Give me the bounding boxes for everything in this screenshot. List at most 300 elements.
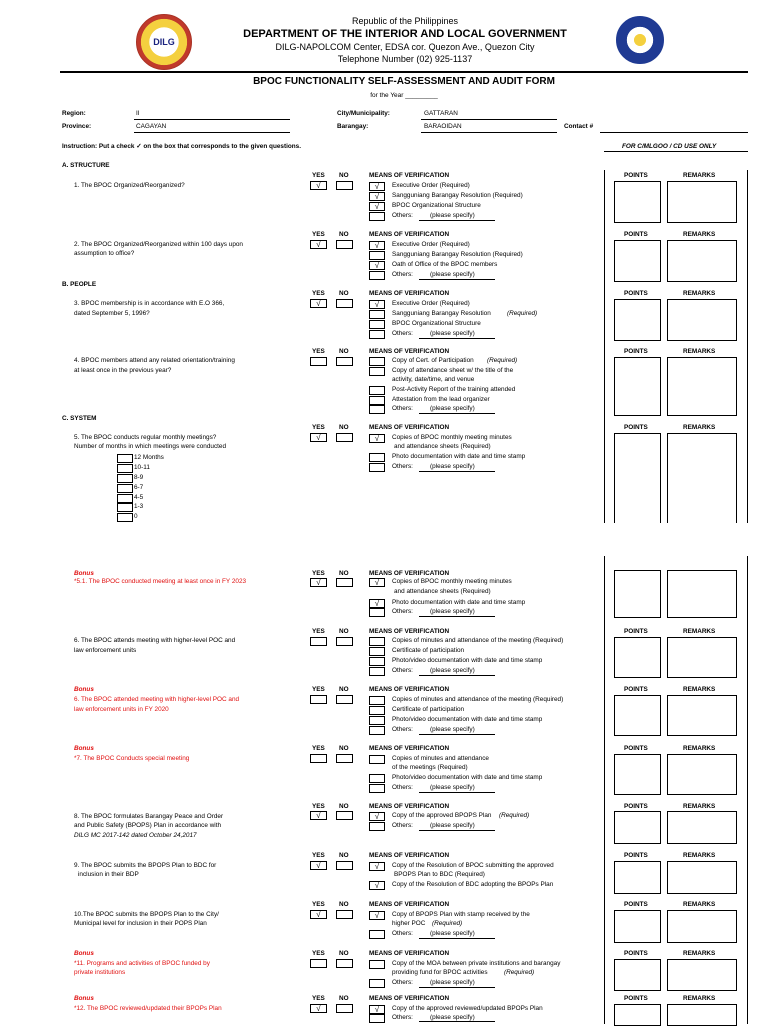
city-underline	[421, 119, 557, 120]
mov-others-value[interactable]: (please specify)	[430, 979, 475, 986]
question-9-cont: inclusion in their BDP	[78, 871, 139, 878]
no-checkbox[interactable]	[336, 357, 353, 366]
mov-others-value[interactable]: (please specify)	[430, 726, 475, 733]
mov-checkbox[interactable]	[369, 637, 385, 646]
mov-checkbox[interactable]: √	[369, 1005, 385, 1014]
mov-item: Copy of BPOPS Plan with stamp received by the	[392, 911, 530, 918]
mov-checkbox[interactable]	[369, 463, 385, 472]
remarks-box[interactable]	[667, 754, 737, 795]
table-border	[604, 170, 605, 523]
points-box[interactable]	[614, 910, 661, 943]
mov-checkbox[interactable]	[369, 960, 385, 969]
mov-checkbox[interactable]	[369, 367, 385, 376]
month-option: 10-11	[134, 464, 150, 471]
contact-label: Contact #	[564, 123, 594, 130]
table-border	[747, 556, 748, 1024]
no-checkbox[interactable]	[336, 754, 353, 763]
mov-item-cont: of the meetings (Required)	[392, 764, 468, 771]
question-8: 8. The BPOC formulates Barangay Peace and Order	[74, 813, 224, 820]
remarks-header: REMARKS	[683, 348, 716, 355]
mov-checkbox[interactable]	[369, 310, 385, 319]
yes-checkbox[interactable]: √	[310, 299, 327, 308]
yes-header: YES	[312, 686, 325, 693]
others-underline	[419, 675, 495, 676]
points-header: POINTS	[624, 803, 648, 810]
mov-checkbox[interactable]	[369, 706, 385, 715]
remarks-header: REMARKS	[683, 424, 716, 431]
mov-others-label: Others:	[392, 784, 413, 791]
question-3: 3. BPOC membership is in accordance with E.O 366,	[74, 300, 225, 307]
mov-others-value[interactable]: (please specify)	[430, 784, 475, 791]
mov-checkbox[interactable]	[369, 251, 385, 260]
mov-checkbox[interactable]: √	[369, 202, 385, 211]
mov-header: MEANS OF VERIFICATION	[369, 745, 450, 752]
no-checkbox[interactable]	[336, 1004, 353, 1013]
yes-header: YES	[312, 628, 325, 635]
month-checkbox[interactable]	[117, 503, 133, 512]
mov-item: Photo/video documentation with date and time stamp	[392, 716, 543, 723]
yes-checkbox[interactable]: √	[310, 861, 327, 870]
others-underline	[419, 338, 495, 339]
remarks-header: REMARKS	[683, 803, 716, 810]
barangay-value[interactable]: BARAOIDAN	[424, 123, 462, 130]
mov-item: Copy of the Resolution of BPOC submitting the approved	[392, 862, 554, 869]
mov-others-label: Others:	[392, 608, 413, 615]
others-underline	[419, 792, 495, 793]
no-checkbox[interactable]	[336, 433, 353, 442]
remarks-header: REMARKS	[683, 950, 716, 957]
mov-checkbox[interactable]	[369, 647, 385, 656]
mov-others-label: Others:	[392, 463, 413, 470]
mov-checkbox[interactable]	[369, 774, 385, 783]
question-6-cont: law enforcement units	[74, 647, 137, 654]
region-underline	[134, 119, 290, 120]
mov-item: Photo documentation with date and time stamp	[392, 599, 526, 606]
mov-checkbox[interactable]	[369, 822, 385, 831]
yes-checkbox[interactable]: √	[310, 1004, 327, 1013]
others-underline	[419, 220, 495, 221]
mov-others-value[interactable]: (please specify)	[430, 930, 475, 937]
points-box[interactable]	[614, 570, 661, 618]
question-2: 2. The BPOC Organized/Reorganized within 100 days upon	[74, 241, 243, 248]
mov-checkbox[interactable]	[369, 784, 385, 793]
others-underline	[419, 830, 495, 831]
mov-item-cont: higher POC	[392, 920, 426, 927]
yes-header: YES	[312, 803, 325, 810]
mov-header: MEANS OF VERIFICATION	[369, 424, 450, 431]
mov-header: MEANS OF VERIFICATION	[369, 686, 450, 693]
points-header: POINTS	[624, 231, 648, 238]
mov-checkbox[interactable]	[369, 930, 385, 939]
month-option: 0	[134, 513, 138, 520]
no-header: NO	[339, 290, 349, 297]
yes-header: YES	[312, 995, 325, 1002]
question-9: 9. The BPOC submits the BPOPS Plan to BDC for	[74, 862, 217, 869]
remarks-box[interactable]	[667, 181, 737, 223]
month-option: 1-3	[134, 503, 144, 510]
mov-item-required: (Required)	[432, 920, 463, 927]
yes-header: YES	[312, 570, 325, 577]
mov-item-cont: activity, date/time, and venue	[392, 376, 475, 383]
others-underline	[419, 279, 495, 280]
remarks-box[interactable]	[667, 433, 737, 523]
others-underline	[419, 616, 495, 617]
remarks-box[interactable]	[667, 357, 737, 416]
month-checkbox[interactable]	[117, 454, 133, 463]
points-box[interactable]	[614, 861, 661, 894]
mov-checkbox[interactable]	[369, 726, 385, 735]
mov-checkbox[interactable]	[369, 271, 385, 280]
mov-checkbox[interactable]: √	[369, 241, 385, 250]
no-checkbox[interactable]	[336, 695, 353, 704]
city-label: City/Municipality:	[337, 110, 390, 117]
no-checkbox[interactable]	[336, 240, 353, 249]
mov-others-value[interactable]: (please specify)	[430, 212, 475, 219]
header-republic: Republic of the Philippines	[351, 16, 459, 26]
mov-item: Copies of minutes and attendance	[392, 755, 489, 762]
table-border	[604, 556, 605, 1024]
yes-header: YES	[312, 231, 325, 238]
mov-item: Sangguniang Barangay Resolution	[392, 310, 491, 317]
mov-header: MEANS OF VERIFICATION	[369, 852, 450, 859]
mov-header: MEANS OF VERIFICATION	[369, 290, 450, 297]
mov-item: Photo/video documentation with date and time stamp	[392, 657, 543, 664]
no-checkbox[interactable]	[336, 910, 353, 919]
mov-others-value[interactable]: (please specify)	[430, 330, 475, 337]
month-option: 4-5	[134, 494, 144, 501]
mov-others-label: Others:	[392, 979, 413, 986]
section-people: B. PEOPLE	[62, 281, 97, 288]
mov-header: MEANS OF VERIFICATION	[369, 995, 450, 1002]
question-2-cont: assumption to office?	[74, 250, 135, 257]
mov-checkbox[interactable]	[369, 979, 385, 988]
mov-checkbox[interactable]	[369, 608, 385, 617]
question-6: 6. The BPOC attends meeting with higher-level POC and	[74, 637, 236, 644]
points-box[interactable]	[614, 811, 661, 844]
yes-header: YES	[312, 348, 325, 355]
mov-checkbox[interactable]	[369, 212, 385, 221]
mov-checkbox[interactable]	[369, 696, 385, 705]
mov-item: Oath of Office of the BPOC members	[392, 261, 498, 268]
points-header: POINTS	[624, 995, 648, 1002]
yes-checkbox[interactable]	[310, 637, 327, 646]
mov-checkbox[interactable]	[369, 1014, 385, 1023]
no-checkbox[interactable]	[336, 578, 353, 587]
form-year-line: for the Year _________	[370, 92, 438, 99]
others-underline	[419, 471, 495, 472]
mov-others-value[interactable]: (please specify)	[430, 463, 475, 470]
mov-header: MEANS OF VERIFICATION	[369, 570, 450, 577]
others-underline	[419, 987, 495, 988]
question-6-bonus-cont: law enforcement units in FY 2020	[74, 706, 169, 713]
mov-header: MEANS OF VERIFICATION	[369, 628, 450, 635]
for-use-only: FOR C/MLGOO / CD USE ONLY	[622, 143, 717, 150]
region-value[interactable]: II	[136, 110, 140, 117]
province-label: Province:	[62, 123, 92, 130]
no-checkbox[interactable]	[336, 811, 353, 820]
others-underline	[419, 413, 495, 414]
mov-item-cont: and attendance sheets (Required)	[394, 443, 491, 450]
points-box[interactable]	[614, 299, 661, 341]
no-header: NO	[339, 901, 349, 908]
points-header: POINTS	[624, 852, 648, 859]
others-underline	[419, 734, 495, 735]
no-header: NO	[339, 424, 349, 431]
mov-header: MEANS OF VERIFICATION	[369, 803, 450, 810]
remarks-box[interactable]	[667, 570, 737, 618]
mov-item: Certificate of participation	[392, 647, 465, 654]
points-header: POINTS	[624, 172, 648, 179]
mov-item: Sangguniang Barangay Resolution (Required)	[392, 251, 523, 258]
yes-header: YES	[312, 901, 325, 908]
mov-checkbox[interactable]: √	[369, 911, 385, 920]
barangay-label: Barangay:	[337, 123, 369, 130]
bonus-label: Bonus	[74, 570, 94, 577]
month-checkbox[interactable]	[117, 464, 133, 473]
header-rule	[60, 71, 748, 73]
month-option: 6-7	[134, 484, 144, 491]
mov-item: Executive Order (Required)	[392, 300, 470, 307]
points-box[interactable]	[614, 695, 661, 736]
mov-others-label: Others:	[392, 405, 413, 412]
remarks-box[interactable]	[667, 811, 737, 844]
no-header: NO	[339, 231, 349, 238]
mov-item-required: (Required)	[499, 812, 530, 819]
mov-item: Executive Order (Required)	[392, 182, 470, 189]
mov-others-label: Others:	[392, 330, 413, 337]
remarks-box[interactable]	[667, 910, 737, 943]
no-header: NO	[339, 745, 349, 752]
remarks-box[interactable]	[667, 861, 737, 894]
remarks-box[interactable]	[667, 1004, 737, 1026]
mov-checkbox[interactable]: √	[369, 599, 385, 608]
mov-item: Copy of the approved reviewed/updated BPOPs Plan	[392, 1005, 543, 1012]
mov-checkbox[interactable]	[369, 330, 385, 339]
mov-checkbox[interactable]	[369, 405, 385, 414]
mov-others-label: Others:	[392, 822, 413, 829]
no-checkbox[interactable]	[336, 959, 353, 968]
remarks-header: REMARKS	[683, 745, 716, 752]
remarks-box[interactable]	[667, 299, 737, 341]
mov-header: MEANS OF VERIFICATION	[369, 901, 450, 908]
mov-checkbox[interactable]	[369, 667, 385, 676]
points-box[interactable]	[614, 181, 661, 223]
mov-item: Copies of BPOC monthly meeting minutes	[392, 578, 512, 585]
mov-checkbox[interactable]: √	[369, 182, 385, 191]
bonus-label: Bonus	[74, 995, 94, 1002]
bonus-label: Bonus	[74, 745, 94, 752]
mov-item: Copy of Cert. of Participation	[392, 357, 474, 364]
bpoc-logo	[616, 16, 664, 64]
month-option: 12 Months	[134, 454, 164, 461]
mov-item: Executive Order (Required)	[392, 241, 470, 248]
mov-checkbox[interactable]: √	[369, 812, 385, 821]
mov-checkbox[interactable]	[369, 357, 385, 366]
mov-checkbox[interactable]: √	[369, 862, 385, 871]
question-5: 5. The BPOC conducts regular monthly meetings?	[74, 434, 217, 441]
yes-header: YES	[312, 745, 325, 752]
mov-checkbox[interactable]	[369, 320, 385, 329]
mov-checkbox[interactable]: √	[369, 300, 385, 309]
city-value[interactable]: GATTARAN	[424, 110, 458, 117]
points-box[interactable]	[614, 433, 661, 523]
yes-checkbox[interactable]: √	[310, 433, 327, 442]
yes-header: YES	[312, 172, 325, 179]
remarks-header: REMARKS	[683, 172, 716, 179]
table-border	[747, 170, 748, 523]
points-box[interactable]	[614, 959, 661, 991]
mov-item: Copies of minutes and attendance of the meeting (Required)	[392, 696, 564, 703]
mov-checkbox[interactable]: √	[369, 192, 385, 201]
region-label: Region:	[62, 110, 86, 117]
yes-checkbox[interactable]: √	[310, 910, 327, 919]
bonus-label: Bonus	[74, 950, 94, 957]
no-header: NO	[339, 348, 349, 355]
yes-header: YES	[312, 424, 325, 431]
points-header: POINTS	[624, 950, 648, 957]
remarks-header: REMARKS	[683, 628, 716, 635]
mov-item: Photo/video documentation with date and time stamp	[392, 774, 543, 781]
no-header: NO	[339, 570, 349, 577]
mov-others-value[interactable]: (please specify)	[430, 822, 475, 829]
question-7: *7. The BPOC Conducts special meeting	[74, 755, 190, 762]
question-6-bonus: 6. The BPOC attended meeting with higher-level POC and	[74, 696, 240, 703]
mov-header: MEANS OF VERIFICATION	[369, 348, 450, 355]
yes-checkbox[interactable]	[310, 959, 327, 968]
yes-checkbox[interactable]: √	[310, 578, 327, 587]
bpoc-logo-text: BPOC	[634, 47, 646, 52]
mov-others-value[interactable]: (please specify)	[430, 608, 475, 615]
points-box[interactable]	[614, 637, 661, 678]
mov-checkbox[interactable]	[369, 396, 385, 405]
contact-underline	[600, 132, 748, 133]
barangay-underline	[421, 132, 557, 133]
remarks-box[interactable]	[667, 637, 737, 678]
dilg-logo-text: DILG	[153, 37, 175, 47]
no-header: NO	[339, 686, 349, 693]
question-4: 4. BPOC members attend any related orientation/training	[74, 357, 235, 364]
points-header: POINTS	[624, 348, 648, 355]
mov-checkbox[interactable]: √	[369, 578, 385, 587]
yes-header: YES	[312, 950, 325, 957]
points-header: POINTS	[624, 628, 648, 635]
yes-checkbox[interactable]	[310, 695, 327, 704]
yes-header: YES	[312, 852, 325, 859]
remarks-box[interactable]	[667, 695, 737, 736]
for-use-underline	[604, 151, 748, 152]
no-header: NO	[339, 628, 349, 635]
question-4-cont: at least once in the previous year?	[74, 367, 172, 374]
mov-item: Copy of attendance sheet w/ the title of the	[392, 367, 514, 374]
mov-header: MEANS OF VERIFICATION	[369, 950, 450, 957]
month-option: 8-9	[134, 474, 144, 481]
header-department: DEPARTMENT OF THE INTERIOR AND LOCAL GOVERNMENT	[243, 28, 567, 40]
question-11-cont: private institutions	[74, 969, 126, 976]
mov-others-label: Others:	[392, 930, 413, 937]
mov-checkbox[interactable]: √	[369, 434, 385, 443]
points-box[interactable]	[614, 240, 661, 282]
yes-checkbox[interactable]: √	[310, 240, 327, 249]
question-8-cont: and Public Safety (BPOPS) Plan in accordance with	[74, 822, 222, 829]
points-box[interactable]	[614, 754, 661, 795]
question-5-cont: Number of months in which meetings were conducted	[74, 443, 227, 450]
question-11: *11. Programs and activities of BPOC funded by	[74, 960, 210, 967]
dilg-logo	[136, 14, 192, 70]
remarks-header: REMARKS	[683, 901, 716, 908]
no-checkbox[interactable]	[336, 637, 353, 646]
points-header: POINTS	[624, 745, 648, 752]
others-underline	[419, 1021, 495, 1022]
no-header: NO	[339, 172, 349, 179]
mov-item-required: (Required)	[507, 310, 538, 317]
yes-checkbox[interactable]: √	[310, 181, 327, 190]
month-checkbox[interactable]	[117, 484, 133, 493]
mov-item: Copies of BPOC monthly meeting minutes	[392, 434, 512, 441]
remarks-box[interactable]	[667, 240, 737, 282]
mov-checkbox[interactable]	[369, 453, 385, 462]
mov-item: Certificate of participation	[392, 706, 465, 713]
mov-item-required: (Required)	[504, 969, 535, 976]
mov-header: MEANS OF VERIFICATION	[369, 231, 450, 238]
mov-item: Copies of minutes and attendance of the meeting (Required)	[392, 637, 564, 644]
remarks-header: REMARKS	[683, 686, 716, 693]
remarks-box[interactable]	[667, 959, 737, 991]
mov-others-value[interactable]: (please specify)	[430, 667, 475, 674]
mov-others-value[interactable]: (please specify)	[430, 271, 475, 278]
mov-item-required: (Required)	[487, 357, 518, 364]
mov-item-cont: providing fund for BPOC activities	[392, 969, 488, 976]
no-header: NO	[339, 950, 349, 957]
bonus-label: Bonus	[74, 686, 94, 693]
no-checkbox[interactable]	[336, 861, 353, 870]
no-header: NO	[339, 852, 349, 859]
yes-checkbox[interactable]	[310, 754, 327, 763]
province-value[interactable]: CAGAYAN	[136, 123, 167, 130]
mov-others-value[interactable]: (please specify)	[430, 1014, 475, 1021]
mov-others-label: Others:	[392, 271, 413, 278]
mov-checkbox[interactable]	[369, 386, 385, 395]
mov-checkbox[interactable]	[369, 755, 385, 764]
mov-checkbox[interactable]	[369, 716, 385, 725]
remarks-header: REMARKS	[683, 995, 716, 1002]
mov-checkbox[interactable]: √	[369, 881, 385, 890]
question-5-1: *5.1. The BPOC conducted meeting at least once in FY 2023	[74, 578, 247, 585]
points-box[interactable]	[614, 1004, 661, 1026]
mov-item: Post-Activity Report of the training attended	[392, 386, 516, 393]
mov-item: Sangguniang Barangay Resolution (Required)	[392, 192, 523, 199]
remarks-header: REMARKS	[683, 231, 716, 238]
header-address: DILG-NAPOLCOM Center, EDSA cor. Quezon Ave., Quezon City	[275, 42, 535, 52]
section-system: C. SYSTEM	[62, 415, 97, 422]
no-checkbox[interactable]	[336, 181, 353, 190]
month-checkbox[interactable]	[117, 474, 133, 483]
yes-checkbox[interactable]: √	[310, 811, 327, 820]
mov-others-value[interactable]: (please specify)	[430, 405, 475, 412]
no-header: NO	[339, 803, 349, 810]
mov-checkbox[interactable]: √	[369, 261, 385, 270]
form-title: BPOC FUNCTIONALITY SELF-ASSESSMENT AND AUDIT FORM	[253, 76, 555, 87]
mov-item: Attestation from the lead organizer	[392, 396, 490, 403]
mov-checkbox[interactable]	[369, 657, 385, 666]
no-checkbox[interactable]	[336, 299, 353, 308]
mov-others-label: Others:	[392, 726, 413, 733]
month-checkbox[interactable]	[117, 513, 133, 522]
points-box[interactable]	[614, 357, 661, 416]
yes-checkbox[interactable]	[310, 357, 327, 366]
mov-item: BPOC Organizational Structure	[392, 320, 481, 327]
mov-others-label: Others:	[392, 1014, 413, 1021]
month-checkbox[interactable]	[117, 494, 133, 503]
